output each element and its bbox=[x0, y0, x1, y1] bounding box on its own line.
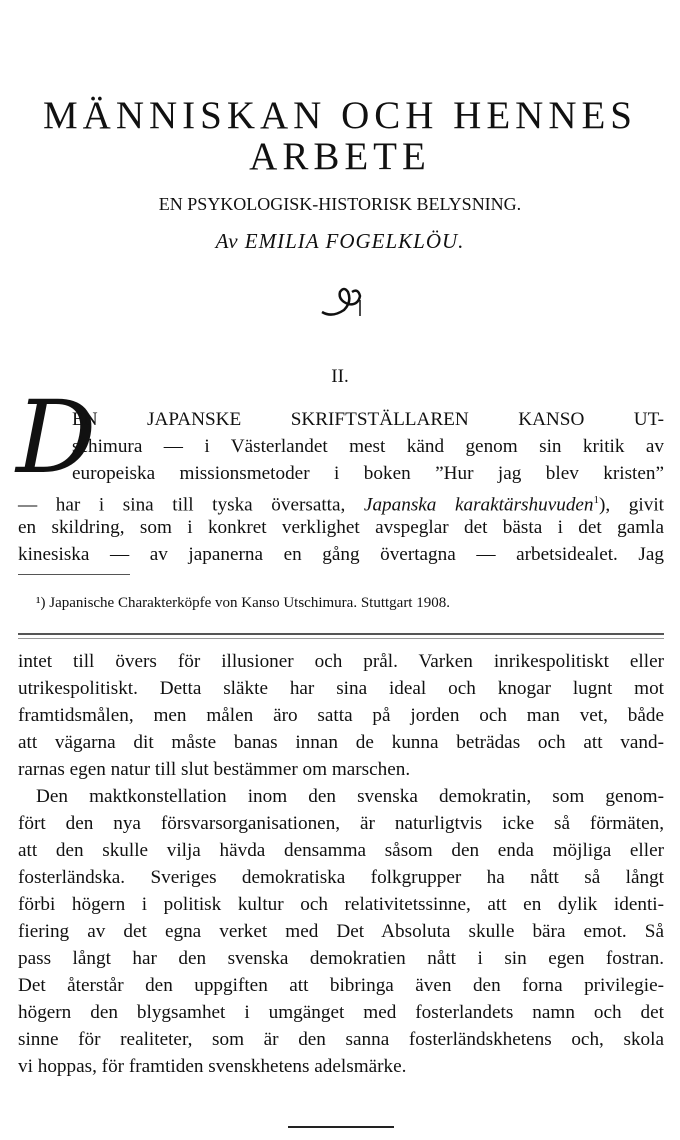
footnote-ref[interactable]: 1 bbox=[593, 494, 600, 506]
text-line: kinesiska — av japanerna en gång övertagna — arbetsidealet. Jag bbox=[18, 544, 664, 565]
text-line: högern den blygsamhet i umgänget med fosterlandets namn och det bbox=[18, 1002, 664, 1023]
text-line: pass långt har den svenska demokratien nått i sin egen fostran. bbox=[18, 948, 664, 969]
text-line: en skildring, som i konkret verklighet avspeglar det bästa i det gamla bbox=[18, 517, 664, 538]
text-line: framtidsmålen, men målen äro satta på jorden och man vet, både bbox=[18, 705, 664, 726]
text-line: fört den nya försvarsorganisationen, är naturligtvis icke så förmäten, bbox=[18, 813, 664, 834]
text-line: EN JAPANSKE SKRIFTSTÄLLAREN KANSO UT- bbox=[72, 409, 664, 430]
text-line: schimura — i Västerlandet mest känd genom sin kritik av bbox=[72, 436, 664, 457]
text-span: ), givit bbox=[599, 494, 664, 516]
text-line: utrikespolitiskt. Detta släkte har sina ideal och knogar lugnt mot bbox=[18, 678, 664, 699]
text-line: europeiska missionsmetoder i boken ”Hur jag blev kristen” bbox=[72, 463, 664, 484]
drop-cap: D bbox=[16, 379, 97, 496]
footnote: ¹) Japanische Charakterköpfe von Kanso Utschimura. Stuttgart 1908. bbox=[36, 595, 450, 611]
text-line: rarnas egen natur till slut bestämmer om marschen. bbox=[18, 759, 411, 780]
text-line: Det återstår den uppgiften att bibringa även den forna privilegie- bbox=[18, 975, 664, 996]
text-span: — har i sina till tyska översatta, bbox=[18, 494, 346, 516]
divider-double-rule bbox=[18, 633, 664, 635]
text-line: att den skulle vilja hävda densamma såsom den enda möjliga eller bbox=[18, 840, 664, 861]
ornament-icon bbox=[318, 282, 368, 318]
end-rule bbox=[288, 1126, 394, 1128]
divider-rule bbox=[18, 638, 664, 639]
author: Av EMILIA FOGELKLÖU. bbox=[215, 229, 465, 253]
footnote-rule bbox=[18, 574, 130, 575]
text-line: vi hoppas, för framtiden svenskhetens adelsmärke. bbox=[18, 1056, 407, 1077]
text-line: fosterländska. Sveriges demokratiska folkgrupper ha nått så långt bbox=[18, 867, 664, 888]
text-line: fiering av det egna verket med Det Absoluta skulle bära emot. Så bbox=[18, 921, 664, 942]
text-line: intet till övers för illusioner och prål. Varken inrikespolitiskt eller bbox=[18, 651, 664, 672]
italic-book-title: Japanska karaktärshuvuden bbox=[363, 494, 594, 516]
text-line: Den maktkonstellation inom den svenska demokratin, som genom- bbox=[36, 786, 664, 807]
title-line-1: MÄNNISKAN OCH HENNES bbox=[42, 94, 637, 137]
text-line: sinne för realiteter, som är den sanna fosterländskhetens och, skola bbox=[18, 1029, 664, 1050]
subtitle: EN PSYKOLOGISK-HISTORISK BELYSNING. bbox=[158, 194, 522, 214]
section-number: II. bbox=[331, 366, 349, 387]
text-line: att vägarna dit måste banas innan de kunna beträdas och att vand- bbox=[18, 732, 664, 753]
text-line: förbi högern i politisk kultur och relativitetssinne, att en dylik identi- bbox=[18, 894, 664, 915]
title-line-2: ARBETE bbox=[249, 135, 431, 178]
